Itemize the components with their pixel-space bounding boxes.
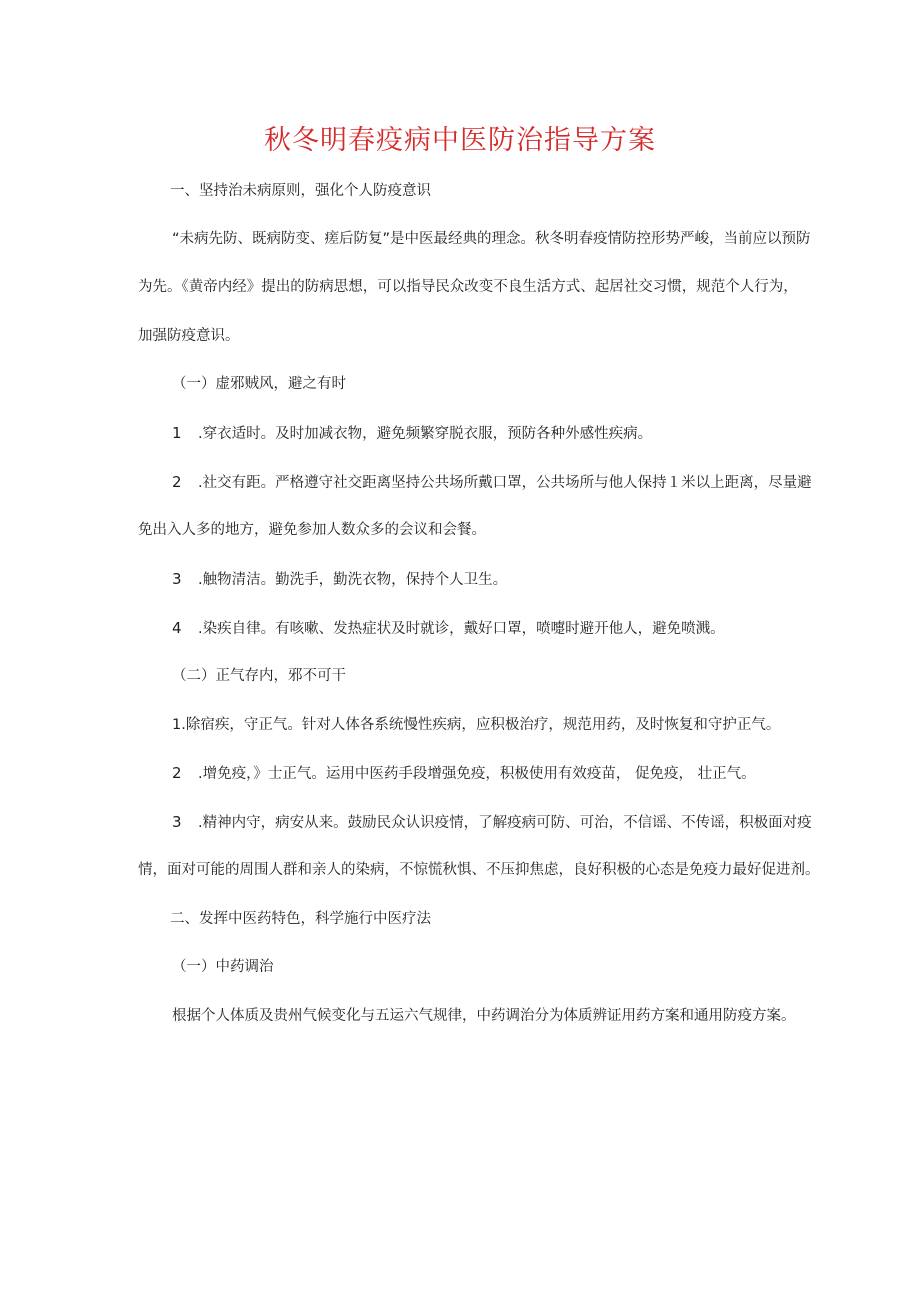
list-item-number: 1 xyxy=(172,424,182,442)
body-paragraph: 根据个人体质及贵州气候变化与五运六气规律，中药调治分为体质辨证用药方案和通用防疫方案。 xyxy=(172,1008,796,1024)
section-heading-1: 一、坚持治未病原则，强化个人防疫意识 xyxy=(170,183,431,199)
subsection-heading-3: （一）中药调治 xyxy=(172,959,274,975)
intro-line-1: “未病先防、既病防变、瘥后防复”是中医最经典的理念。秋冬明春疫情防控形势严峻，当前应以预防 xyxy=(172,231,811,247)
list-item-6 xyxy=(172,763,756,784)
document-title: 秋冬明春疫病中医防治指导方案 xyxy=(264,125,656,156)
list-item-text: .增免疫，》士正气。运用中医药手段增强免疫，积极使用有效疫苗， 促免疫， 壮正气。 xyxy=(198,766,756,782)
subsection-heading-2: （二）正气存内，邪不可干 xyxy=(172,668,346,684)
list-item-text: .染疾自律。有咳嗽、发热症状及时就诊，戴好口罩，喷嚏时避开他人，避免喷溅。 xyxy=(198,621,725,637)
list-item-7 xyxy=(172,812,812,833)
list-item-number: 3 xyxy=(172,570,182,588)
list-item-3 xyxy=(172,569,507,590)
list-item-4 xyxy=(172,618,725,639)
list-item-2-continuation: 免出入人多的地方，避免参加人数众多的会议和会餐。 xyxy=(138,522,486,538)
list-item-text: .精神内守，病安从来。鼓励民众认识疫情，了解疫病可防、可治，不信谣、不传谣，积极面对疫 xyxy=(198,815,812,831)
list-item-2 xyxy=(172,472,812,493)
section-heading-2: 二、发挥中医药特色，科学施行中医疗法 xyxy=(170,911,431,927)
list-item-7-continuation: 情，面对可能的周围人群和亲人的染病，不惊慌秋惧、不压抑焦虑，良好积极的心态是免疫力最好促进剂。 xyxy=(138,862,820,878)
list-item-5: 1.除宿疾，守正气。针对人体各系统慢性疾病，应积极治疗，规范用药，及时恢复和守护正气。 xyxy=(172,717,781,733)
list-item-number: 2 xyxy=(172,473,182,491)
list-item-text: .触物清洁。勤洗手，勤洗衣物，保持个人卫生。 xyxy=(198,572,508,588)
list-item-number: 2 xyxy=(172,764,182,782)
list-item-text: .穿衣适时。及时加减衣物，避免频繁穿脱衣服，预防各种外感性疾病。 xyxy=(198,426,653,442)
list-item-1 xyxy=(172,423,652,444)
list-item-number: 4 xyxy=(172,619,182,637)
intro-line-2: 为先。《黄帝内经》提出的防病思想，可以指导民众改变不良生活方式、起居社交习惯，规范个人行为， xyxy=(138,279,798,295)
list-item-number: 3 xyxy=(172,813,182,831)
intro-line-3: 加强防疫意识。 xyxy=(138,328,240,344)
list-item-text: .社交有距。严格遵守社交距离坚持公共场所戴口罩，公共场所与他人保持１米以上距离，尽量避 xyxy=(198,475,812,491)
subsection-heading-1: （一）虚邪贼风，避之有时 xyxy=(172,376,346,392)
